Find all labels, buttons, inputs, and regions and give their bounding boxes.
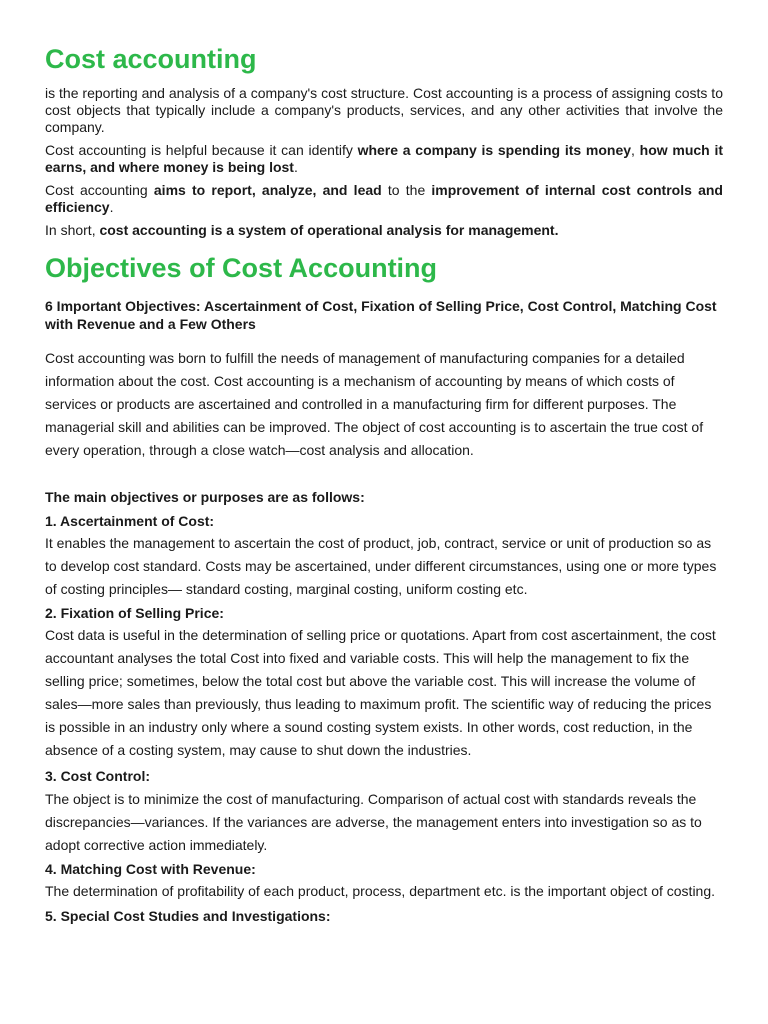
text-run: Cost accounting is helpful because it can identify (45, 142, 358, 158)
text-run: . (293, 159, 298, 175)
bold-run: aims to report, analyze, and lead (153, 182, 382, 198)
in-short-paragraph (45, 222, 723, 239)
section-title-objectives: Objectives of Cost Accounting (45, 253, 438, 283)
bold-run: cost accounting is a system of operational analysis for management. (99, 222, 559, 238)
intro-paragraph: Cost accounting was born to fulfill the needs of management of manufacturing companies for a detailed information about the cost. Cost accounting is a mechanism of accounting by means of which costs of services or products are ascertained and controlled in a manufacturing firm for different purposes. The managerial skill and abilities can be improved. The object of cost accounting is to ascertain the true cost of every operation, through a close watch—cost analysis and allocation. (45, 350, 704, 458)
item-body-1: It enables the management to ascertain the cost of product, job, contract, service or unit of production so as to develop cost standard. Costs may be ascertained, under different circumstances, using one or more types of costing principles— standard costing, marginal costing, uniform costing etc. (45, 535, 717, 597)
text-run: , (631, 142, 640, 158)
item-heading-5: 5. Special Cost Studies and Investigations: (45, 908, 331, 924)
section-title-cost-accounting: Cost accounting (45, 44, 257, 74)
item-body-4: The determination of profitability of each product, process, department etc. is the important object of costing. (45, 883, 716, 899)
objectives-subtitle: 6 Important Objectives: Ascertainment of Cost, Fixation of Selling Price, Cost Control, Matching Cost with Revenue and a Few Others (45, 298, 717, 332)
main-objectives-heading: The main objectives or purposes are as follows: (45, 489, 365, 505)
text-run: . (109, 199, 114, 215)
bold-run: where a company is spending its money (357, 142, 632, 158)
bold-run: how much it earns, and where money is being lost (45, 142, 723, 175)
helpful-paragraph (45, 142, 723, 176)
item-body-2: Cost data is useful in the determination of selling price or quotations. Apart from cost ascertainment, the cost accountant analyses the total Cost into fixed and variable costs. This will help the management to fix the selling price; sometimes, below the total cost but above the variable cost. This will increase the volume of sales—more sales than previously, thus leading to maximum profit. The scientific way of reducing the prices is possible in an industry only where a sound costing system exists. In other words, cost reduction, in the absence of a costing system, may cause to shut down the industries. (45, 627, 716, 758)
text-run: Cost accounting (45, 182, 154, 198)
definition-paragraph: is the reporting and analysis of a company's cost structure. Cost accounting is a process of assigning costs to cost objects that typically include a company's products, services, and any other activities that involve the company. (45, 85, 723, 135)
aims-paragraph (45, 182, 723, 216)
item-heading-3: 3. Cost Control: (45, 768, 150, 784)
item-heading-4: 4. Matching Cost with Revenue: (45, 861, 256, 877)
item-heading-2: 2. Fixation of Selling Price: (45, 605, 224, 621)
bold-run: improvement of internal cost controls and efficiency (45, 182, 723, 215)
item-body-3: The object is to minimize the cost of manufacturing. Comparison of actual cost with standards reveals the discrepancies—variances. If the variances are adverse, the management enters into investigation so as to adopt corrective action immediately. (45, 791, 702, 853)
text-run: to the (381, 182, 432, 198)
text-run: In short, (45, 222, 100, 238)
item-heading-1: 1. Ascertainment of Cost: (45, 513, 215, 529)
